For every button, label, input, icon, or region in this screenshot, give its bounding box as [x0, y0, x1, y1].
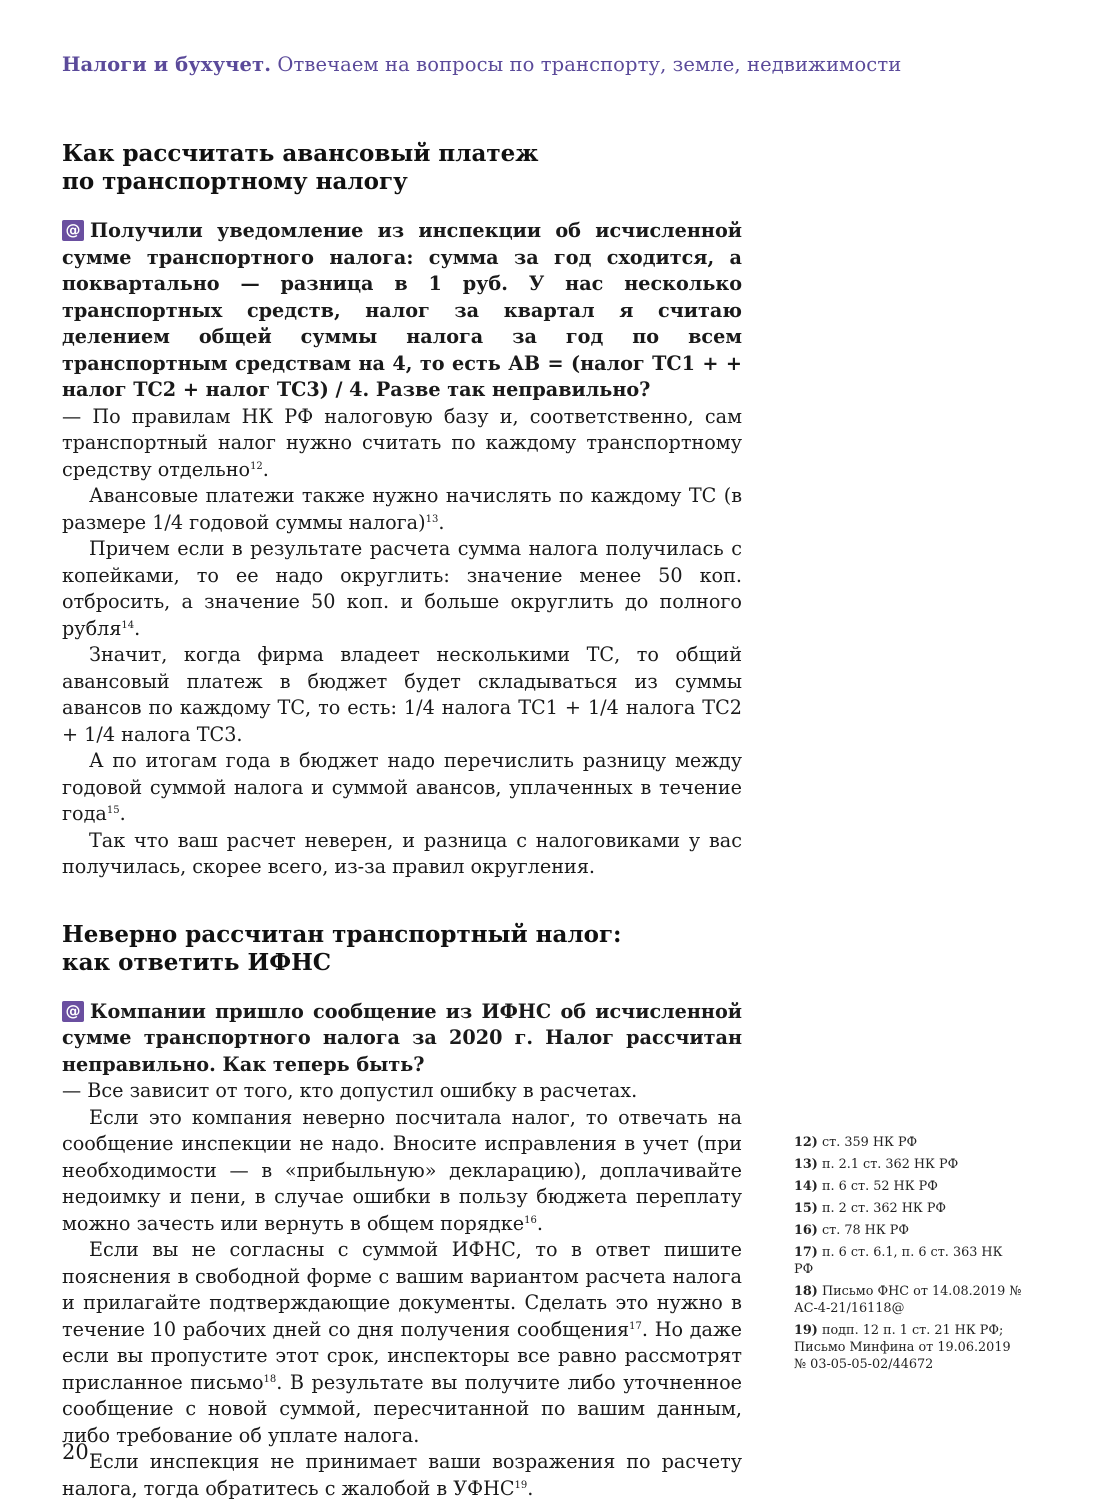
article-title	[62, 921, 742, 977]
question-text: Получили уведомление из инспекции об исчисленной сумме транспортного налога: сумма за год сходится, а поквартально — разница в 1 руб. У нас несколько транспортных средств, налог за квартал я считаю делением общей суммы налога за год по всем транспортным средствам на 4, то есть АВ = (налог ТС1 + + налог ТС2 + налог ТС3) / 4. Разве так неправильно?	[62, 219, 742, 401]
answer-paragraph: — По правилам НК РФ налоговую базу и, соответственно, сам транспортный налог нужно считать по каждому транспортному средству отдельно$^{12}$.	[62, 404, 742, 484]
footnote-ref: 13	[426, 514, 439, 525]
answer-paragraph: — Все зависит от того, кто допустил ошибку в расчетах.	[62, 1078, 742, 1105]
footnote-ref: 15	[107, 805, 120, 816]
page-number: 20	[62, 1440, 89, 1464]
answer-paragraph: Если инспекция не принимает ваши возражения по расчету налога, тогда обратитесь с жалобой в УФНС$^{19}$.	[62, 1449, 742, 1502]
article-title-line: Как рассчитать авансовый платеж	[62, 140, 539, 167]
article-title-line: как ответить ИФНС	[62, 949, 331, 976]
article-title	[62, 140, 742, 196]
footnote-item: 18) Письмо ФНС от 14.08.2019 № АС-4-21/16118@	[794, 1283, 1024, 1317]
article-title-line: Неверно рассчитан транспортный налог:	[62, 921, 622, 948]
footnotes	[794, 1134, 1024, 1378]
email-question-icon: @	[62, 220, 84, 241]
answer-paragraph: А по итогам года в бюджет надо перечислить разницу между годовой суммой налога и суммой авансов, уплаченных в течение года$^{15}$.	[62, 748, 742, 828]
reader-question	[62, 218, 742, 404]
footnote-item: 19) подп. 12 п. 1 ст. 21 НК РФ; Письмо Минфина от 19.06.2019 № 03-05-05-02/44672	[794, 1322, 1024, 1373]
answer-paragraph: Значит, когда фирма владеет несколькими ТС, то общий авансовый платеж в бюджет будет складываться из суммы авансов по каждому ТС, то есть: 1/4 налога ТС1 + 1/4 налога ТС2 + 1/4 налога ТС3.	[62, 642, 742, 748]
footnote-item: 17) п. 6 ст. 6.1, п. 6 ст. 363 НК РФ	[794, 1244, 1024, 1278]
footnote-ref: 12	[250, 461, 263, 472]
footnote-item: 13) п. 2.1 ст. 362 НК РФ	[794, 1156, 1024, 1173]
question-text: Компании пришло сообщение из ИФНС об исчисленной сумме транспортного налога за 2020 г. Налог рассчитан неправильно. Как теперь быть?	[62, 1000, 742, 1076]
reader-question	[62, 999, 742, 1079]
footnote-ref: 14	[121, 620, 134, 631]
footnote-ref: 17	[629, 1321, 642, 1332]
footnote-item: 14) п. 6 ст. 52 НК РФ	[794, 1178, 1024, 1195]
header-section-subtitle: Отвечаем на вопросы по транспорту, земле, недвижимости	[271, 53, 901, 76]
main-column	[62, 140, 742, 1502]
footnote-item: 12) ст. 359 НК РФ	[794, 1134, 1024, 1151]
answer-paragraph: Причем если в результате расчета сумма налога получилась с копейками, то ее надо округлить: значение менее 50 коп. отбросить, а значение 50 коп. и больше округлить до полного рубля$^{14}$.	[62, 536, 742, 642]
article-title-line: по транспортному налогу	[62, 168, 408, 195]
answer-paragraph: Так что ваш расчет неверен, и разница с налоговиками у вас получилась, скорее всего, из-за правил округления.	[62, 828, 742, 881]
answer-paragraph: Если вы не согласны с суммой ИФНС, то в ответ пишите пояснения в свободной форме с вашим вариантом расчета налога и прилагайте подтверждающие документы. Сделать это нужно в течение 10 рабочих дней со дня получения сообщения$^{17}$. Но даже если вы пропустите этот срок, инспекторы все равно рассмотрят присланное письмо$^{18}$. В результате вы получите либо уточненное сообщение с новой суммой, пересчитанной по вашим данным, либо требование об уплате налога.	[62, 1237, 742, 1449]
email-question-icon: @	[62, 1001, 84, 1022]
article-transport-advance	[62, 140, 742, 881]
running-header	[62, 53, 1062, 76]
answer-paragraph: Если это компания неверно посчитала налог, то отвечать на сообщение инспекции не надо. Вносите исправления в учет (при необходимости — в «прибыльную» декларацию), доплачивайте недоимку и пени, в случае ошибки в пользу бюджета переплату можно зачесть или вернуть в общем порядке$^{16}$.	[62, 1105, 742, 1238]
answer-paragraph: Авансовые платежи также нужно начислять по каждому ТС (в размере 1/4 годовой суммы налога)$^{13}$.	[62, 483, 742, 536]
footnote-ref: 19	[515, 1480, 528, 1491]
article-wrong-tax-reply	[62, 921, 742, 1502]
header-section-title: Налоги и бухучет.	[62, 53, 271, 76]
footnote-ref: 18	[264, 1374, 277, 1385]
footnote-item: 15) п. 2 ст. 362 НК РФ	[794, 1200, 1024, 1217]
footnote-item: 16) ст. 78 НК РФ	[794, 1222, 1024, 1239]
footnote-ref: 16	[524, 1215, 537, 1226]
